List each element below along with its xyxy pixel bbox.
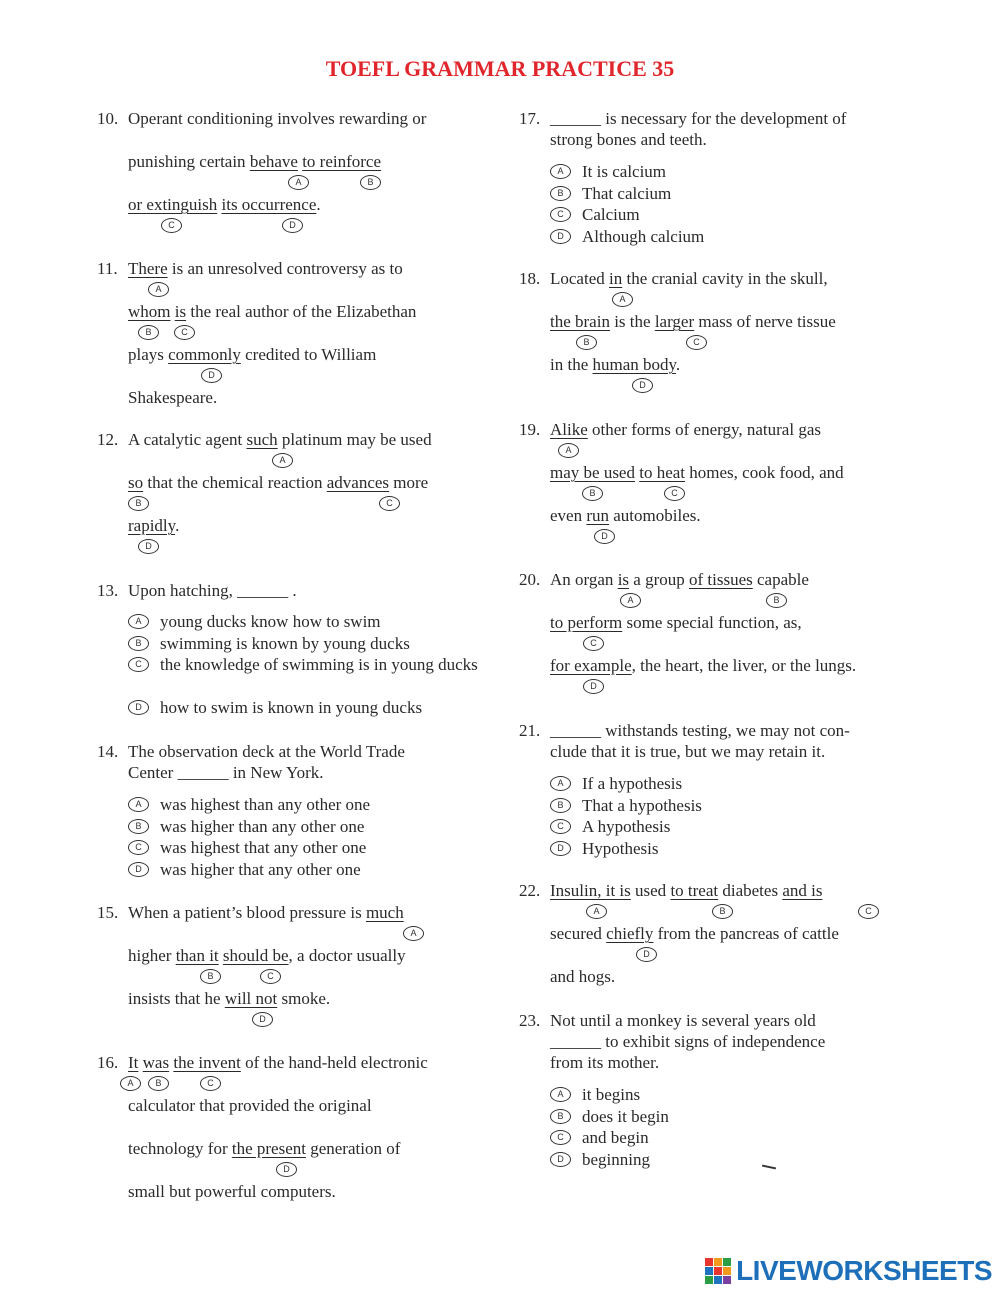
option-b-text: the brain xyxy=(550,312,610,331)
question-text xyxy=(550,505,701,526)
question-text xyxy=(550,569,809,590)
option-text: beginning xyxy=(582,1149,650,1169)
option-a-mark[interactable]: A xyxy=(128,797,149,812)
option-c-mark[interactable]: C xyxy=(583,636,604,651)
option-b-mark[interactable]: B xyxy=(576,335,597,350)
logo-square xyxy=(714,1267,722,1275)
option-c-mark[interactable]: C xyxy=(128,657,149,672)
option-d-mark[interactable]: D xyxy=(276,1162,297,1177)
text: used xyxy=(630,881,671,900)
option-c-mark[interactable]: C xyxy=(379,496,400,511)
option-b-mark[interactable]: B xyxy=(138,325,159,340)
text: the real author of the Elizabethan xyxy=(186,302,417,321)
question-text xyxy=(128,1052,428,1073)
text: . xyxy=(316,195,321,214)
question-23 xyxy=(519,1010,899,1175)
question-text xyxy=(128,945,406,966)
option-a-mark[interactable]: A xyxy=(128,614,149,629)
option-d-mark[interactable]: D xyxy=(282,218,303,233)
text: diabetes xyxy=(718,881,783,900)
option-b-text: was xyxy=(142,1053,170,1072)
text: even xyxy=(550,506,587,525)
question-14 xyxy=(97,741,487,881)
option-text: Calcium xyxy=(582,205,640,224)
question-text: ______ is necessary for the development of xyxy=(550,109,847,128)
option-c-mark[interactable]: C xyxy=(550,207,571,222)
option-c-mark[interactable]: C xyxy=(128,840,149,855)
option-b-text: of tissues xyxy=(689,570,753,589)
option-a-text: is xyxy=(617,570,630,589)
logo-square xyxy=(705,1267,713,1275)
question-text xyxy=(550,612,802,633)
question-13 xyxy=(97,580,487,725)
text: When a patient’s blood pressure is xyxy=(128,903,366,922)
text: other forms of energy, natural gas xyxy=(587,420,821,439)
question-text: Not until a monkey is several years old xyxy=(550,1011,816,1030)
option-c-text: to perform xyxy=(550,613,623,632)
question-text xyxy=(550,923,839,944)
option-text: If a hypothesis xyxy=(582,774,683,793)
option-c-text: is xyxy=(174,302,187,321)
option-b-mark[interactable]: B xyxy=(550,186,571,201)
option-d-mark[interactable]: D xyxy=(128,700,149,715)
option-text: how to swim is known in young ducks xyxy=(160,698,423,717)
option-a-text: Insulin, it is xyxy=(550,881,631,900)
option-a-text: in xyxy=(609,269,623,288)
option-d-mark[interactable]: D xyxy=(550,229,571,244)
text: platinum may be used xyxy=(277,430,432,449)
question-18 xyxy=(519,268,899,398)
option-d-text: the present xyxy=(231,1139,306,1158)
text: that the chemical reaction xyxy=(143,473,327,492)
logo-square xyxy=(723,1258,731,1266)
option-c-mark[interactable]: C xyxy=(200,1076,221,1091)
option-c-mark[interactable]: C xyxy=(174,325,195,340)
option-a-mark[interactable]: A xyxy=(550,164,571,179)
logo-square xyxy=(723,1276,731,1284)
question-text xyxy=(550,655,856,676)
question-text xyxy=(128,429,432,450)
option-text: It is calcium xyxy=(582,162,667,181)
option-a-text: such xyxy=(246,430,278,449)
question-19 xyxy=(519,419,899,549)
option-b-text: to treat xyxy=(670,881,719,900)
text: some special function, as, xyxy=(622,613,802,632)
option-text: was highest that any other one xyxy=(160,838,367,857)
text: of the hand-held electronic xyxy=(240,1053,428,1072)
brand-name: LIVEWORKSHEETS xyxy=(736,1255,992,1286)
option-d-mark[interactable]: D xyxy=(550,841,571,856)
question-15 xyxy=(97,902,487,1032)
option-c-text: larger xyxy=(654,312,695,331)
option-d-mark[interactable]: D xyxy=(583,679,604,694)
text: credited to William xyxy=(240,345,377,364)
option-b-mark[interactable]: B xyxy=(766,593,787,608)
option-c-mark[interactable]: C xyxy=(686,335,707,350)
question-text xyxy=(550,880,822,901)
text: An organ xyxy=(550,570,618,589)
option-b-mark[interactable]: B xyxy=(128,496,149,511)
option-b-text: so xyxy=(128,473,144,492)
question-number: 18. xyxy=(519,269,541,288)
question-number: 12. xyxy=(97,430,119,449)
option-b-mark[interactable]: B xyxy=(148,1076,169,1091)
question-text: calculator that provided the original xyxy=(128,1096,372,1115)
option-d-mark[interactable]: D xyxy=(632,378,653,393)
text: . xyxy=(675,355,681,374)
question-number: 19. xyxy=(519,420,541,439)
question-text: from its mother. xyxy=(550,1053,660,1072)
option-c-mark[interactable]: C xyxy=(550,819,571,834)
option-text: was higher than any other one xyxy=(160,816,365,836)
question-number: 22. xyxy=(519,881,541,900)
question-text: Center ______ in New York. xyxy=(128,763,324,782)
option-text: was higher that any other one xyxy=(160,859,361,879)
question-16 xyxy=(97,1052,487,1202)
option-text: Although calcium xyxy=(582,226,705,246)
footer-logo xyxy=(705,1255,992,1287)
text: insists that he xyxy=(128,989,225,1008)
text: capable xyxy=(752,570,809,589)
logo-square xyxy=(714,1276,722,1284)
text: automobiles. xyxy=(609,506,701,525)
text: a group xyxy=(629,570,689,589)
text: generation of xyxy=(305,1139,401,1158)
option-b-mark[interactable]: B xyxy=(128,819,149,834)
question-text xyxy=(128,472,428,493)
option-text: the knowledge of swimming is in young ducks xyxy=(160,655,478,674)
question-number: 14. xyxy=(97,742,119,761)
text: more xyxy=(389,473,429,492)
option-text: and begin xyxy=(582,1128,649,1147)
option-a-text: It xyxy=(128,1053,139,1072)
question-text xyxy=(128,258,403,279)
text: plays xyxy=(128,345,169,364)
option-c-text: should be xyxy=(222,946,289,965)
option-a-mark[interactable]: A xyxy=(550,1087,571,1102)
text: is the xyxy=(609,312,655,331)
option-a-mark[interactable]: A xyxy=(272,453,293,468)
option-d-text: commonly xyxy=(168,345,241,364)
question-number: 10. xyxy=(97,109,119,128)
text: punishing certain xyxy=(128,152,250,171)
text: , the heart, the liver, or the lungs. xyxy=(631,656,857,675)
option-text: A hypothesis xyxy=(582,817,671,836)
option-c-mark[interactable]: C xyxy=(260,969,281,984)
question-11 xyxy=(97,258,487,408)
question-text xyxy=(128,344,376,365)
option-b-mark[interactable]: B xyxy=(712,904,733,919)
question-number: 20. xyxy=(519,570,541,589)
option-d-text: rapidly xyxy=(128,516,176,535)
question-17 xyxy=(519,108,899,248)
option-text: swimming is known by young ducks xyxy=(160,633,410,653)
option-d-mark[interactable]: D xyxy=(128,862,149,877)
question-text xyxy=(128,151,381,172)
option-c-text: and is xyxy=(782,881,823,900)
text: , a doctor usually xyxy=(288,946,406,965)
logo-square xyxy=(714,1258,722,1266)
question-text xyxy=(128,1138,400,1159)
question-20 xyxy=(519,569,909,699)
option-a-mark[interactable]: A xyxy=(612,292,633,307)
option-a-mark[interactable]: A xyxy=(288,175,309,190)
option-text: young ducks know how to swim xyxy=(160,612,381,631)
option-text: it begins xyxy=(582,1085,641,1104)
question-text xyxy=(128,301,416,322)
option-d-text: chiefly xyxy=(606,924,654,943)
question-10 xyxy=(97,108,487,238)
option-d-mark[interactable]: D xyxy=(138,539,159,554)
question-number: 11. xyxy=(97,259,118,278)
option-a-mark[interactable]: A xyxy=(620,593,641,608)
option-c-text: or extinguish xyxy=(128,195,218,214)
option-a-text: behave xyxy=(249,152,298,171)
question-number: 16. xyxy=(97,1053,119,1072)
logo-square xyxy=(723,1267,731,1275)
option-d-text: run xyxy=(586,506,610,525)
option-a-mark[interactable]: A xyxy=(550,776,571,791)
option-a-mark[interactable]: A xyxy=(558,443,579,458)
option-b-mark[interactable]: B xyxy=(550,798,571,813)
question-text xyxy=(550,419,821,440)
question-number: 21. xyxy=(519,721,541,740)
question-text xyxy=(550,268,828,289)
question-21 xyxy=(519,720,899,860)
option-c-mark[interactable]: C xyxy=(858,904,879,919)
question-number: 15. xyxy=(97,903,119,922)
option-d-text: will not xyxy=(224,989,278,1008)
page-title: TOEFL GRAMMAR PRACTICE 35 xyxy=(325,56,675,81)
option-b-mark[interactable]: B xyxy=(360,175,381,190)
text: the cranial cavity in the skull, xyxy=(622,269,828,288)
text: secured xyxy=(550,924,607,943)
option-c-mark[interactable]: C xyxy=(161,218,182,233)
option-a-mark[interactable]: A xyxy=(148,282,169,297)
text: higher xyxy=(128,946,176,965)
text: Located xyxy=(550,269,609,288)
option-d-text: for example xyxy=(550,656,632,675)
option-a-text: much xyxy=(365,903,404,922)
question-text xyxy=(550,354,680,375)
question-text xyxy=(128,194,321,215)
option-d-mark[interactable]: D xyxy=(636,947,657,962)
text: from the pancreas of cattle xyxy=(653,924,839,943)
option-a-mark[interactable]: A xyxy=(586,904,607,919)
option-b-text: whom xyxy=(128,302,171,321)
option-a-mark[interactable]: A xyxy=(403,926,424,941)
question-text: Operant conditioning involves rewarding or xyxy=(128,109,427,128)
option-a-text: There xyxy=(128,259,168,278)
text: smoke. xyxy=(277,989,331,1008)
question-number: 13. xyxy=(97,581,119,600)
question-text xyxy=(128,902,404,923)
option-d-mark[interactable]: D xyxy=(252,1012,273,1027)
option-c-text: advances xyxy=(326,473,390,492)
option-b-mark[interactable]: B xyxy=(582,486,603,501)
question-text xyxy=(128,988,330,1009)
option-c-mark[interactable]: C xyxy=(664,486,685,501)
option-b-text: to reinforce xyxy=(302,152,382,171)
question-text xyxy=(550,311,836,332)
text: mass of nerve tissue xyxy=(694,312,836,331)
option-b-mark[interactable]: B xyxy=(550,1109,571,1124)
question-text: and hogs. xyxy=(550,967,616,986)
option-b-mark[interactable]: B xyxy=(200,969,221,984)
option-d-mark[interactable]: D xyxy=(594,529,615,544)
option-d-text: human body xyxy=(592,355,676,374)
question-text: ______ withstands testing, we may not con- xyxy=(550,721,850,740)
question-text: clude that it is true, but we may retain it. xyxy=(550,742,826,761)
text: technology for xyxy=(128,1139,232,1158)
option-d-mark[interactable]: D xyxy=(550,1152,571,1167)
question-text xyxy=(550,462,844,483)
text: . xyxy=(175,516,180,535)
question-text: strong bones and teeth. xyxy=(550,130,707,149)
text: in the xyxy=(550,355,593,374)
logo-grid-icon xyxy=(705,1258,731,1284)
logo-square xyxy=(705,1276,713,1284)
question-text: The observation deck at the World Trade xyxy=(128,742,405,761)
option-d-mark[interactable]: D xyxy=(201,368,222,383)
option-b-mark[interactable]: B xyxy=(128,636,149,651)
option-c-mark[interactable]: C xyxy=(550,1130,571,1145)
question-number: 23. xyxy=(519,1011,541,1030)
question-number: 17. xyxy=(519,109,541,128)
option-c-text: the invent xyxy=(173,1053,241,1072)
text: A catalytic agent xyxy=(128,430,247,449)
question-text: Shakespeare. xyxy=(128,388,218,407)
question-text: ______ to exhibit signs of independence xyxy=(550,1032,826,1051)
option-c-text: to heat xyxy=(639,463,686,482)
option-d-text: its occurrence xyxy=(221,195,317,214)
option-b-text: than it xyxy=(175,946,219,965)
text: is an unresolved controversy as to xyxy=(167,259,403,278)
logo-square xyxy=(705,1258,713,1266)
option-text: That a hypothesis xyxy=(582,795,702,815)
question-text: small but powerful computers. xyxy=(128,1182,336,1201)
text: homes, cook food, and xyxy=(685,463,844,482)
option-b-text: may be used xyxy=(550,463,635,482)
option-text: Hypothesis xyxy=(582,838,659,858)
option-a-text: Alike xyxy=(550,420,588,439)
option-text: does it begin xyxy=(582,1106,669,1126)
question-text: Upon hatching, ______ . xyxy=(128,581,297,600)
question-22 xyxy=(519,880,909,990)
option-a-mark[interactable]: A xyxy=(120,1076,141,1091)
option-text: was highest than any other one xyxy=(160,795,371,814)
option-text: That calcium xyxy=(582,183,672,203)
question-text xyxy=(128,515,179,536)
question-12 xyxy=(97,429,487,559)
